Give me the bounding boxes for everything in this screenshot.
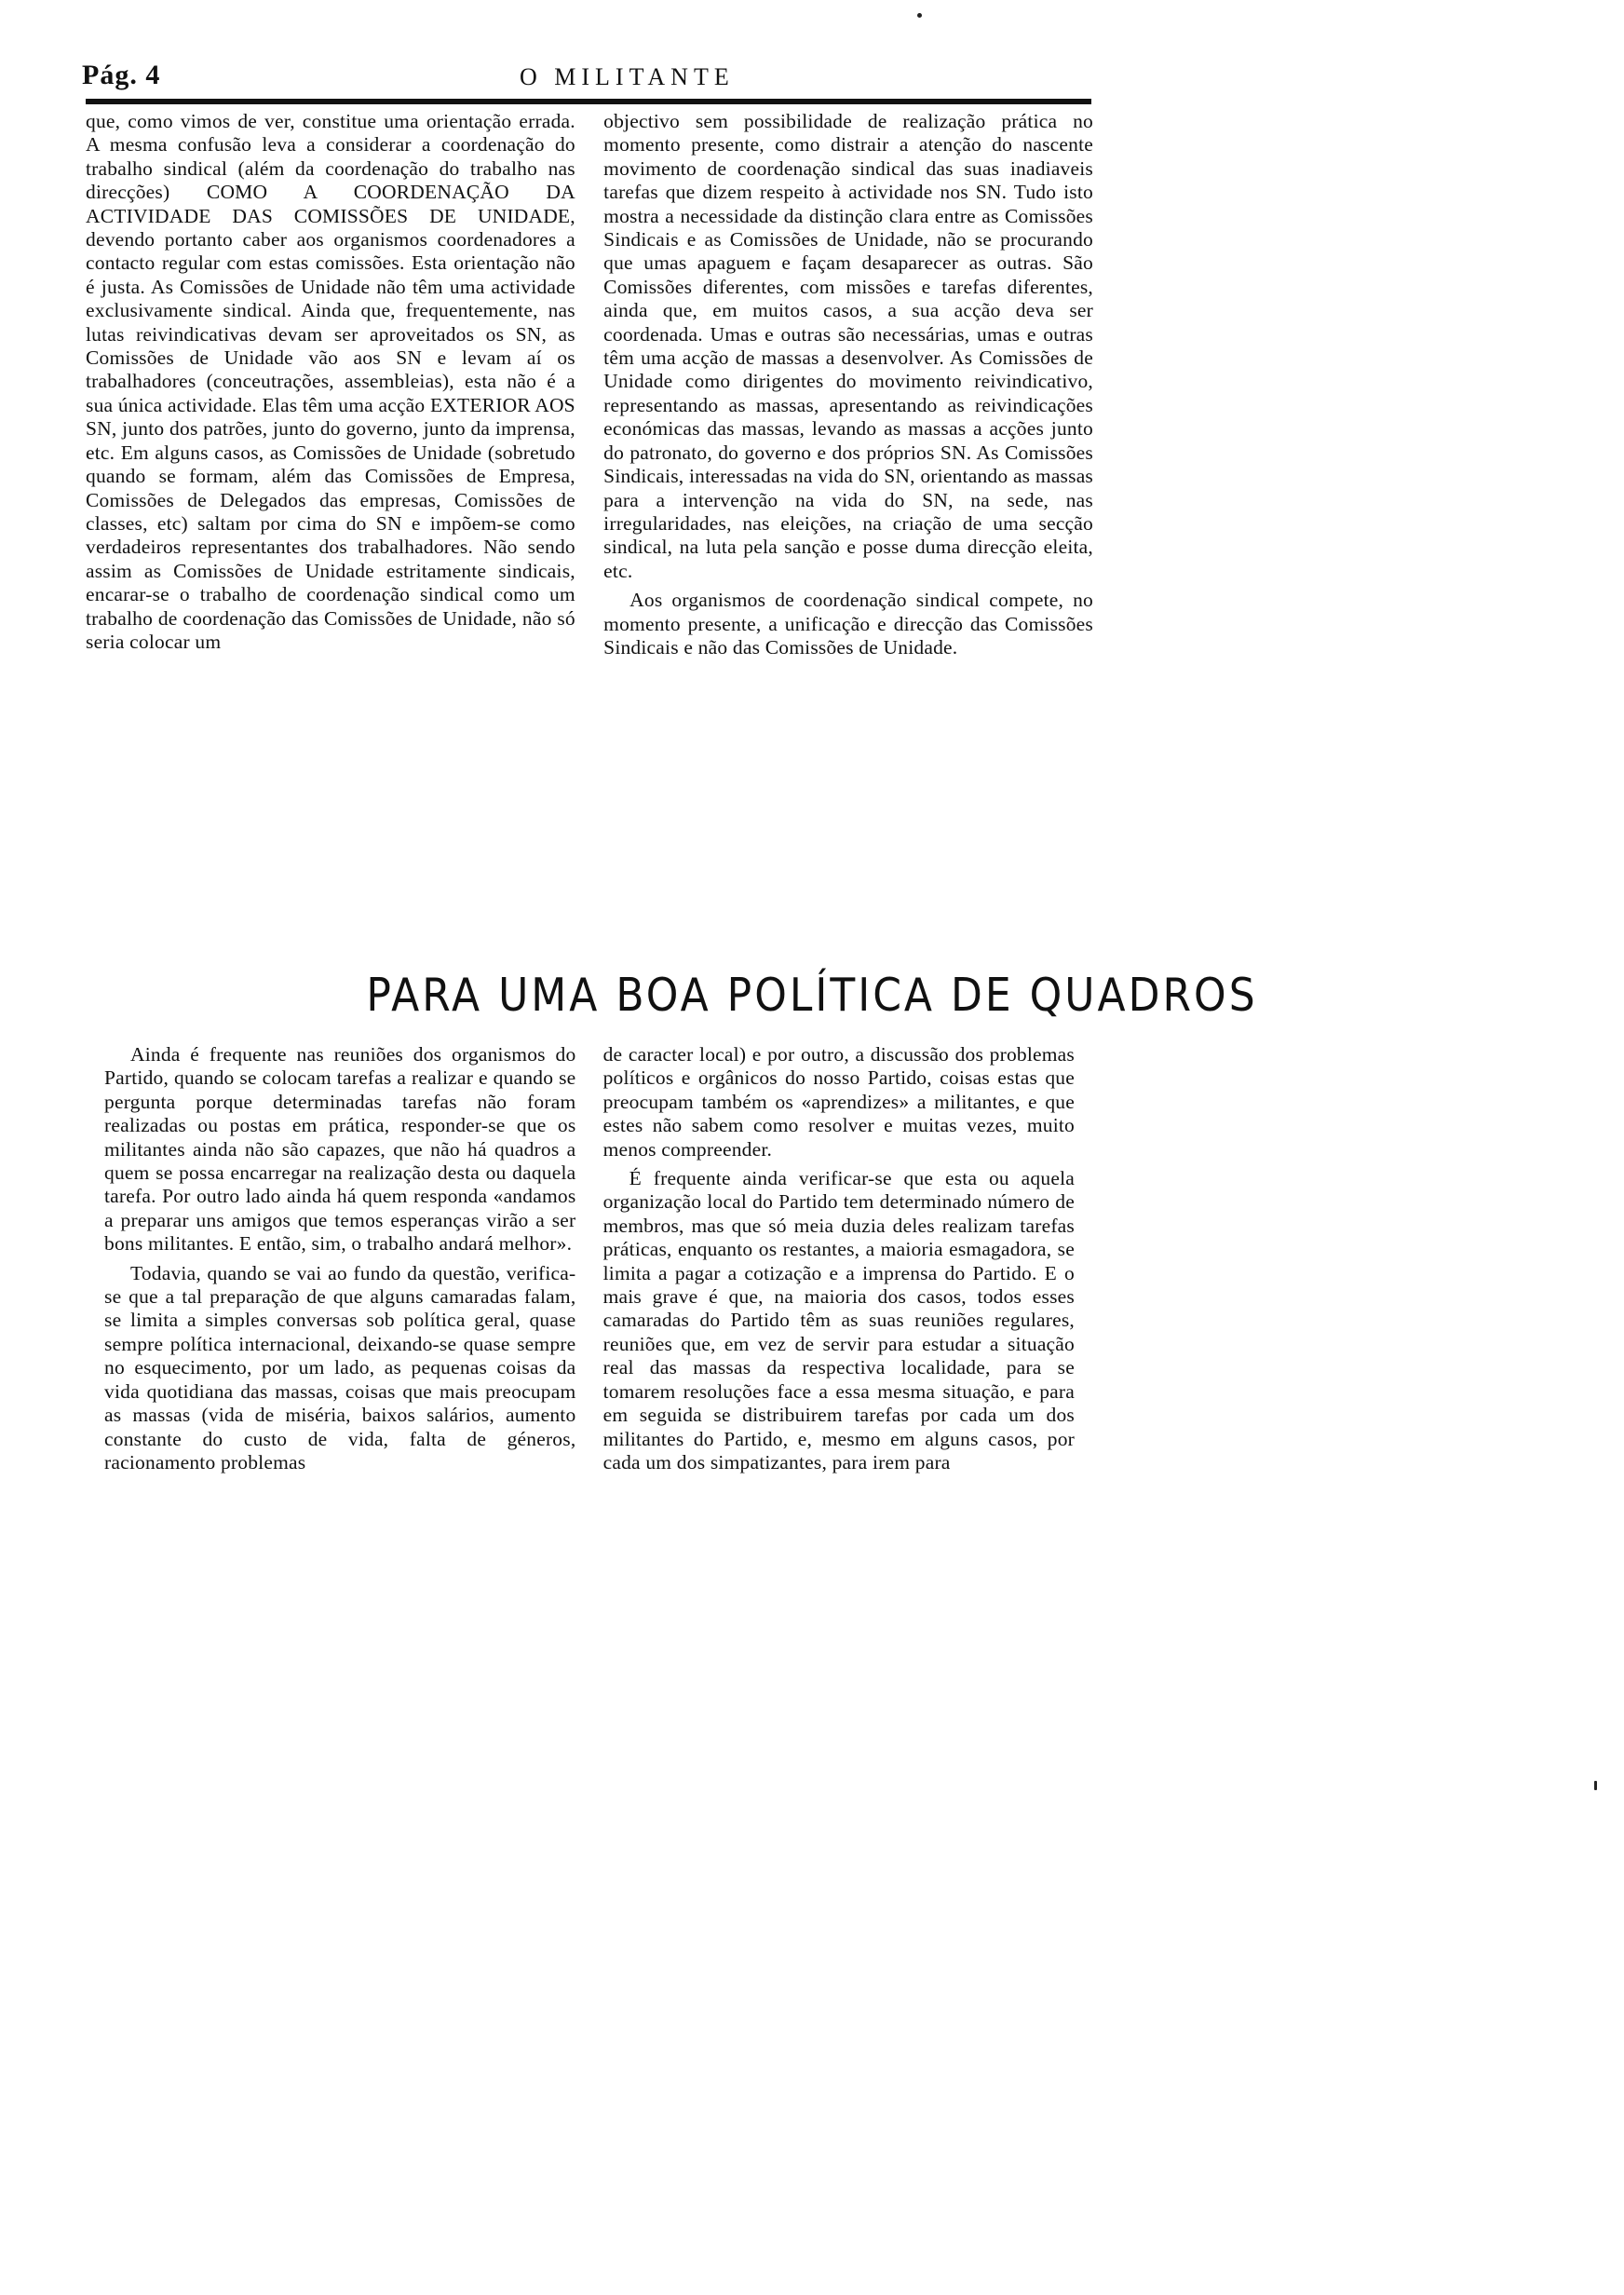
article-headline: PARA UMA BOA POLÍTICA DE QUADROS [366, 969, 1258, 1023]
top-article [86, 110, 1093, 659]
bottom-article-column-left [104, 1043, 575, 1474]
masthead-title: O MILITANTE [520, 63, 735, 90]
print-speck [1594, 1781, 1597, 1790]
paragraph: É frequente ainda verificar-se que esta ou aquela organização local do Partido tem determinado número de membros, mas que só meia duzia deles realizam tarefas práticas, enquanto os restantes, a maioria esmagadora, se limita a pagar a cotização e a imprensa do Partido. E o mais grave é que, na maioria dos casos, todos esses camaradas do Partido têm as suas reuniões regulares, reuniões que, em vez de servir para estudar a situação real das massas da respectiva localidade, para se tomarem resoluções face a essa mesma situação, e para em seguida se distribuirem tarefas por cada um dos militantes do Partido, e, mesmo em alguns casos, por cada um dos simpatizantes, para irem para [602, 1167, 1075, 1473]
paragraph: Todavia, quando se vai ao fundo da questão, verifica-se que a tal preparação de que alguns camaradas falam, se limita a simples conversas sob política geral, quase sempre política internacional, deixando-se quase sempre no esquecimento, por um lado, as pequenas coisas da vida quotidiana das massas, coisas que mais preocupam as massas (vida de miséria, baixos salários, aumento constante do custo de vida, falta de géneros, racionamento problemas [104, 1261, 576, 1473]
top-article-column-left [86, 110, 575, 659]
page-number: Pág. 4 [82, 60, 161, 90]
bottom-article-column-right [603, 1043, 1075, 1474]
print-speck [917, 13, 922, 18]
top-article-column-right [603, 110, 1093, 659]
paragraph: que, como vimos de ver, constitue uma orientação errada. A mesma confusão leva a considerar a coordenação do trabalho sindical (além da coordenação do trabalho nas direcções) COMO A COORDENAÇÃO DA ACTIVIDADE DAS COMISSÕES DE UNIDADE, devendo portanto caber aos organismos coordenadores a contacto regular com estas comissões. Esta orientação não é justa. As Comissões de Unidade não têm uma actividade exclusivamente sindical. Ainda que, frequentemente, nas lutas reivindicativas devam ser aproveitados os SN, as Comissões de Unidade vão aos SN e levam aí os trabalhadores (conceutrações, assembleias), esta não é a sua única actividade. Elas têm uma acção EXTERIOR AOS SN, junto dos patrões, junto do governo, junto da imprensa, etc. Em alguns casos, as Comissões de Unidade (sobretudo quando se formam, além das Comissões de Empresa, Comissões de Delegados das empresas, Comissões de classes, etc) saltam por cima do SN e impõem-se como verdadeiros representantes dos trabalhadores. Não sendo assim as Comissões de Unidade estritamente sindicais, encarar-se o trabalho de coordenação sindical como um trabalho de coordenação das Comissões de Unidade, não só seria colocar um [86, 110, 575, 653]
page-header [82, 58, 1095, 95]
paragraph: de caracter local) e por outro, a discussão dos problemas políticos e orgânicos do nosso Partido, coisas estas que preocupam também os «aprendizes» a militantes, e que estes não sabem como resolver e muitas vezes, muito menos compreender. [602, 1043, 1075, 1161]
bottom-article [104, 1043, 1075, 1474]
paragraph: objectivo sem possibilidade de realização prática no momento presente, como distrair a atenção do nascente movimento de coordenação sindical das suas inadiaveis tarefas que dizem respeito à actividade nos SN. Tudo isto mostra a necessidade da distinção clara entre as Comissões Sindicais e as Comissões de Unidade, não se procurando que umas apaguem e façam desaparecer as outras. São Comissões diferentes, com missões e tarefas diferentes, ainda que, em muitos casos, a sua acção deva ser coordenada. Umas e outras são necessárias, umas e outras têm uma acção de massas a desenvolver. As Comissões de Unidade como dirigentes do movimento reivindicativo, representando as massas, apresentando as reivindicações económicas das massas, levando as massas a acções junto do patronato, do governo e dos próprios SN. As Comissões Sindicais, interessadas na vida do SN, orientando as massas para a intervenção na vida do SN, na sede, nas irregularidades, nas eleições, na criação de uma secção sindical, na luta pela sanção e posse duma direcção eleita, etc. [603, 110, 1093, 582]
paragraph: Ainda é frequente nas reuniões dos organismos do Partido, quando se colocam tarefas a realizar e quando se pergunta porque determinadas tarefas não foram realizadas ou postas em prática, responder-se que os militantes ainda não são capazes, que não há quadros a quem se possa encarregar na realização desta ou daquela tarefa. Por outro lado ainda há quem responda «andamos a preparar uns amigos que temos esperanças virão a ser bons militantes. E então, sim, o trabalho andará melhor». [104, 1043, 576, 1256]
paragraph: Aos organismos de coordenação sindical compete, no momento presente, a unificação e direcção das Comissões Sindicais e não das Comissões de Unidade. [603, 589, 1093, 659]
header-rule [86, 99, 1091, 104]
